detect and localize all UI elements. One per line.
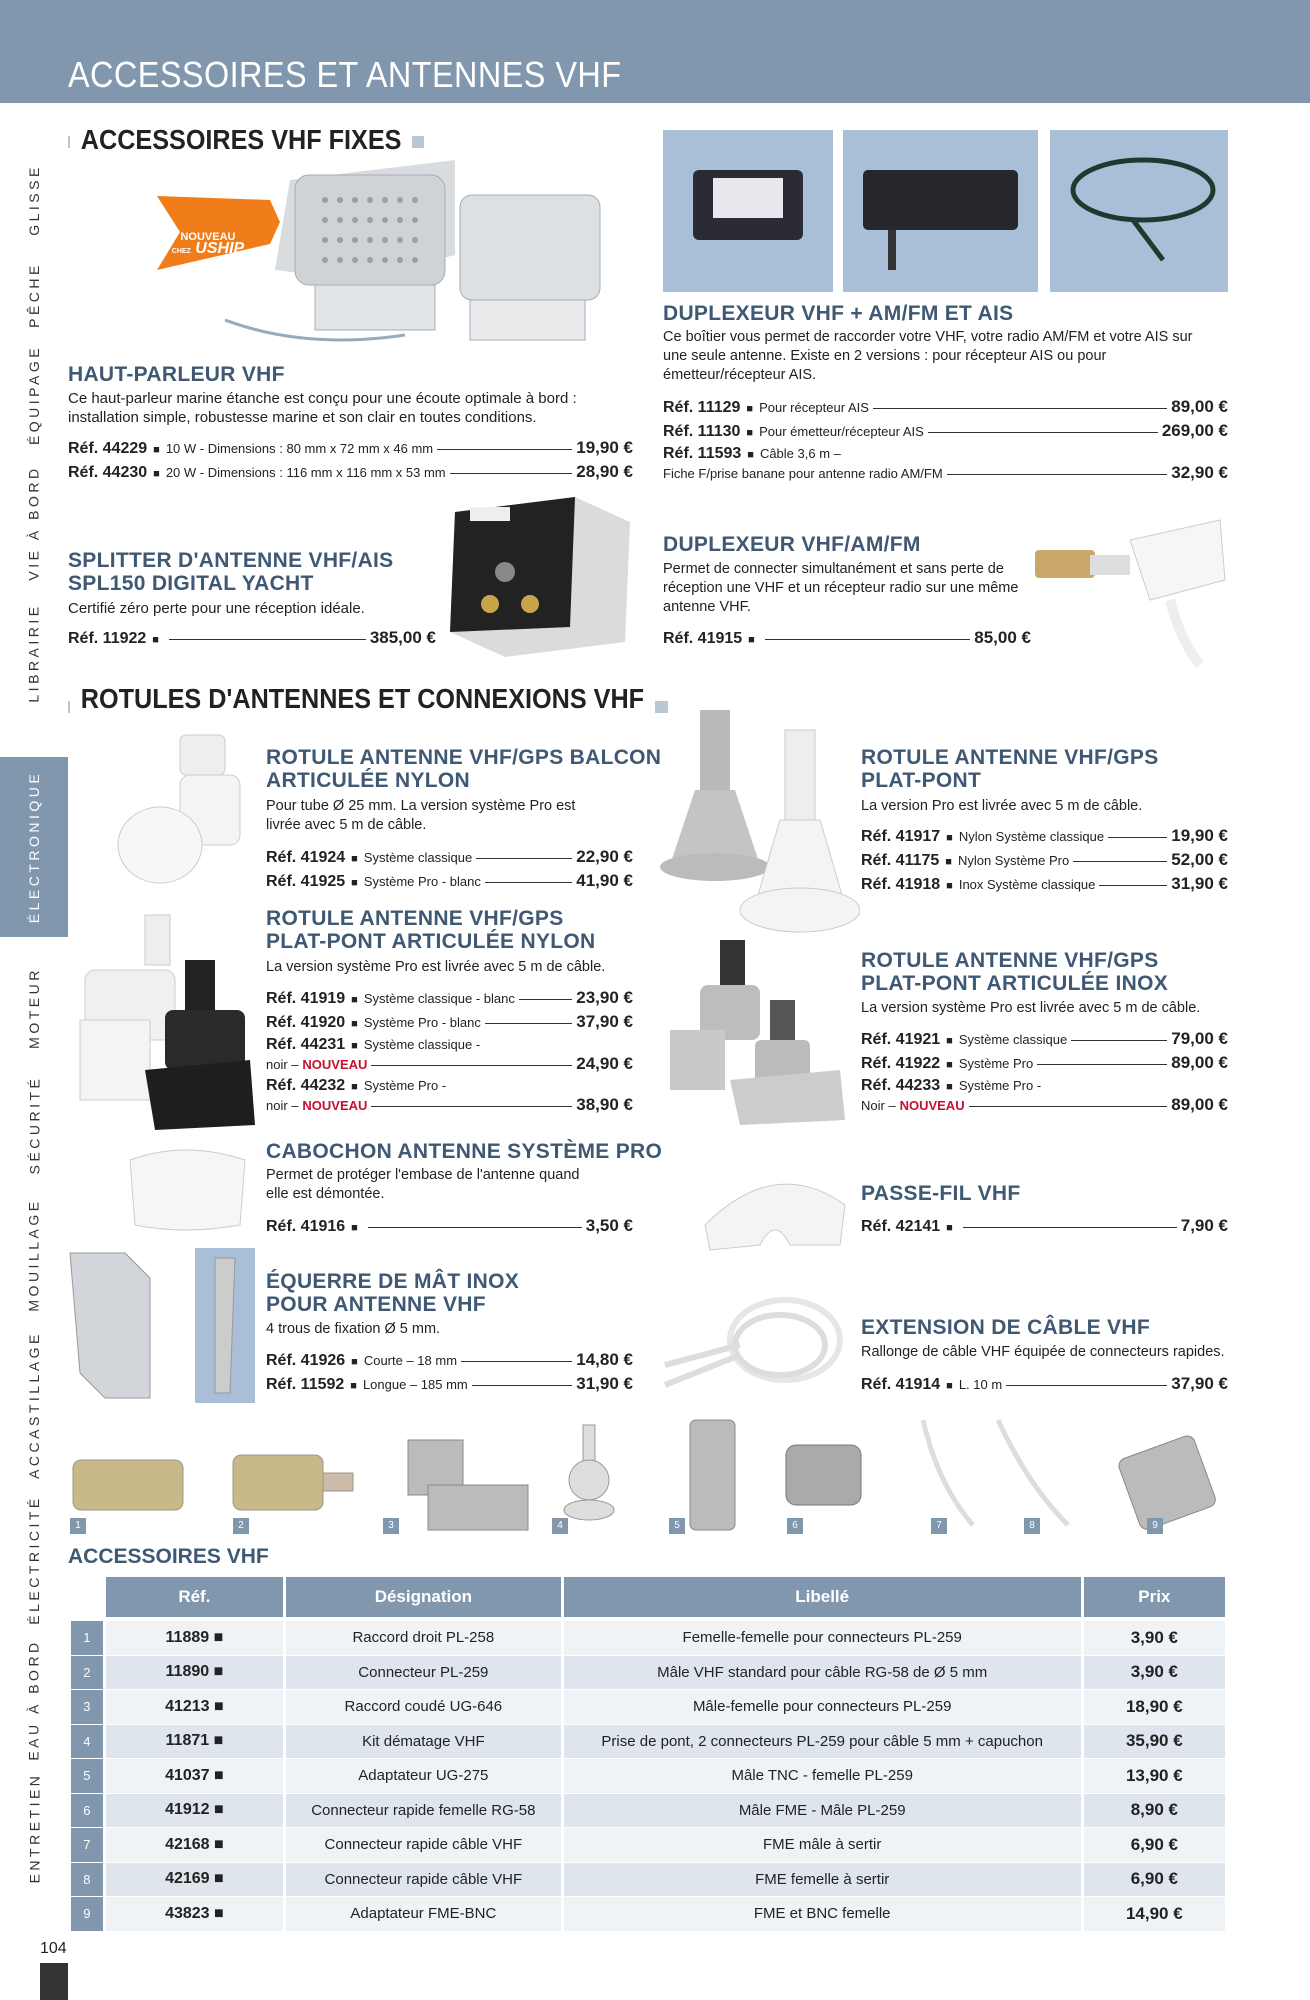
connector-badge: 4 [552, 1518, 568, 1534]
col-libelle: Libellé [564, 1577, 1081, 1621]
passe-fil-image [700, 1165, 850, 1255]
col-prix: Prix [1084, 1577, 1225, 1621]
ref-row: Noir – NOUVEAU 89,00 € [861, 1095, 1228, 1114]
connector-badge: 5 [669, 1518, 685, 1534]
ref-row: Réf. 41918 ■ Inox Système classique 31,90 € [861, 874, 1228, 893]
platpont-mount-image [660, 705, 860, 940]
connector-badge: 2 [233, 1518, 249, 1534]
product-title-balcon: ROTULE ANTENNE VHF/GPS BALCON [266, 746, 662, 769]
product-desc-artinox: La version système Pro est livrée avec 5 m de câble. [861, 1000, 1201, 1016]
ref-row: Réf. 41919 ■ Système classique - blanc 23,90 € [266, 988, 633, 1007]
page-number-bar [40, 1963, 68, 2000]
tab-librairie[interactable]: LIBRAIRIE [26, 602, 43, 703]
product-desc-dupam: Permet de connecter simultanément et sans perte de réception une VHF et un récepteur radio sur une même antenne VHF. [663, 561, 1019, 615]
balcon-mount-image [115, 730, 260, 885]
ref-row: Réf. 44232 ■ Système Pro - [266, 1077, 447, 1094]
tab-glisse[interactable]: GLISSE [26, 164, 42, 236]
table-row: 3 41213 ■ Raccord coudé UG-646 Mâle-femelle pour connecteurs PL-259 18,90 € [71, 1690, 1225, 1725]
splitter-image [445, 492, 635, 662]
ref-row: Réf. 41922 ■ Système Pro 89,00 € [861, 1053, 1228, 1072]
product-title-platpont: ROTULE ANTENNE VHF/GPS [861, 746, 1159, 769]
ref-row: Réf. 41925 ■ Système Pro - blanc 41,90 € [266, 871, 633, 890]
cabochon-image [120, 1140, 255, 1235]
tab-securite[interactable]: SÉCURITÉ [26, 1075, 43, 1175]
ref-row: Réf. 41915 ■ 85,00 € [663, 628, 1031, 647]
product-title-hp: HAUT-PARLEUR VHF [68, 363, 285, 386]
ref-row: Réf. 11593 ■ Câble 3,6 m – [663, 445, 841, 462]
product-title-dupam: DUPLEXEUR VHF/AM/FM [663, 533, 921, 556]
product-title-extension: EXTENSION DE CÂBLE VHF [861, 1316, 1150, 1339]
ref-row: Réf. 44230 ■ 20 W - Dimensions : 116 mm x 116 mm x 53 mm 28,90 € [68, 462, 633, 481]
connector-badge: 8 [1024, 1518, 1040, 1534]
connector-badge: 6 [787, 1518, 803, 1534]
ref-row: Réf. 44229 ■ 10 W - Dimensions : 80 mm x 72 mm x 46 mm 19,90 € [68, 438, 633, 457]
product-title-passe: PASSE-FIL VHF [861, 1182, 1021, 1205]
section-title-rotules: ROTULES D'ANTENNES ET CONNEXIONS VHF [70, 683, 655, 715]
connector-badge: 1 [70, 1518, 86, 1534]
product-title-split-2: SPL150 DIGITAL YACHT [68, 572, 314, 595]
product-desc-platpont: La version Pro est livrée avec 5 m de câble. [861, 798, 1143, 814]
table-row: 5 41037 ■ Adaptateur UG-275 Mâle TNC - femelle PL-259 13,90 € [71, 1759, 1225, 1794]
tab-eau-a-bord[interactable]: EAU À BORD [26, 1639, 43, 1761]
table-row: 2 11890 ■ Connecteur PL-259 Mâle VHF standard pour câble RG-58 de Ø 5 mm 3,90 € [71, 1656, 1225, 1691]
duplexer-amfm-image [1030, 510, 1230, 670]
ref-row: noir – NOUVEAU 38,90 € [266, 1095, 633, 1114]
product-desc-balcon: Pour tube Ø 25 mm. La version système Pro est livrée avec 5 m de câble. [266, 798, 576, 833]
connector-badge: 7 [931, 1518, 947, 1534]
ref-row: Réf. 41926 ■ Courte – 18 mm 14,80 € [266, 1350, 633, 1369]
ref-row: Réf. 41914 ■ L. 10 m 37,90 € [861, 1374, 1228, 1393]
ref-row: Réf. 44233 ■ Système Pro - [861, 1077, 1042, 1094]
new-badge: NOUVEAU CHEZ USHIP [171, 231, 245, 257]
equerre-image [65, 1248, 260, 1403]
articulated-inox-image [660, 940, 850, 1125]
ref-row: Réf. 42141 ■ 7,90 € [861, 1216, 1228, 1235]
ref-row: Réf. 11129 ■ Pour récepteur AIS 89,00 € [663, 397, 1228, 416]
table-row: 4 11871 ■ Kit dématage VHF Prise de pont, 2 connecteurs PL-259 pour câble 5 mm + capuchon 35,90 € [71, 1725, 1225, 1760]
product-desc-split: Certifié zéro perte pour une réception idéale. [68, 600, 365, 617]
product-title-equerre-2: POUR ANTENNE VHF [266, 1293, 486, 1316]
page-title: ACCESSOIRES ET ANTENNES VHF [68, 54, 622, 95]
product-desc-hp: Ce haut-parleur marine étanche est conçu pour une écoute optimale à bord : installation simple, robustesse marine et son clair en toutes conditions. [68, 390, 577, 426]
tab-peche[interactable]: PÊCHE [25, 262, 42, 328]
tab-equipage[interactable]: ÉQUIPAGE [26, 344, 42, 446]
tab-mouillage[interactable]: MOUILLAGE [26, 1198, 43, 1312]
product-desc-extension: Rallonge de câble VHF équipée de connecteurs rapides. [861, 1344, 1225, 1360]
product-desc-equerre: 4 trous de fixation Ø 5 mm. [266, 1321, 441, 1337]
table-row: 8 42169 ■ Connecteur rapide câble VHF FME femelle à sertir 6,90 € [71, 1863, 1225, 1898]
ref-row: Réf. 11592 ■ Longue – 185 mm 31,90 € [266, 1374, 633, 1393]
col-designation: Désignation [286, 1577, 561, 1621]
product-title-dupais: DUPLEXEUR VHF + AM/FM ET AIS [663, 302, 1014, 325]
connector-badge: 3 [383, 1518, 399, 1534]
ref-row: Réf. 11130 ■ Pour émetteur/récepteur AIS 269,00 € [663, 421, 1228, 440]
category-sidebar [0, 145, 68, 1895]
tab-accastillage[interactable]: ACCASTILLAGE [26, 1331, 43, 1479]
accessories-table [68, 1577, 1228, 1932]
product-title-balcon-2: ARTICULÉE NYLON [266, 769, 470, 792]
ref-row: Réf. 41920 ■ Système Pro - blanc 37,90 € [266, 1012, 633, 1031]
tab-electricite[interactable]: ÉLECTRICITÉ [26, 1495, 43, 1625]
product-title-artinox: ROTULE ANTENNE VHF/GPS [861, 949, 1159, 972]
extension-cable-image [660, 1285, 850, 1405]
product-title-artinox-2: PLAT-PONT ARTICULÉE INOX [861, 972, 1169, 995]
tab-entretien[interactable]: ENTRETIEN [26, 1772, 42, 1883]
page-header [0, 0, 1310, 103]
connector-badge: 9 [1147, 1518, 1163, 1534]
product-title-artnylon-2: PLAT-PONT ARTICULÉE NYLON [266, 930, 596, 953]
ref-row: Fiche F/prise banane pour antenne radio AM/FM 32,90 € [663, 463, 1228, 482]
ref-row: Réf. 41921 ■ Système classique 79,00 € [861, 1029, 1228, 1048]
col-ref: Réf. [106, 1577, 283, 1621]
table-row: 7 42168 ■ Connecteur rapide câble VHF FME mâle à sertir 6,90 € [71, 1828, 1225, 1863]
ref-row: Réf. 41917 ■ Nylon Système classique 19,90 € [861, 826, 1228, 845]
product-title-platpont-2: PLAT-PONT [861, 769, 982, 792]
table-row: 1 11889 ■ Raccord droit PL-258 Femelle-femelle pour connecteurs PL-259 3,90 € [71, 1621, 1225, 1656]
section-title-fixes: ACCESSOIRES VHF FIXES [70, 124, 412, 156]
ref-row: Réf. 41924 ■ Système classique 22,90 € [266, 847, 633, 866]
ref-row: Réf. 44231 ■ Système classique - [266, 1036, 481, 1053]
product-title-artnylon: ROTULE ANTENNE VHF/GPS [266, 907, 564, 930]
tab-moteur[interactable]: MOTEUR [26, 966, 43, 1049]
product-desc-cabochon: Permet de protéger l'embase de l'antenne quand elle est démontée. [266, 1167, 580, 1202]
page-number: 104 [40, 1940, 67, 1957]
product-title-cabochon: CABOCHON ANTENNE SYSTÈME PRO [266, 1140, 663, 1163]
table-title: ACCESSOIRES VHF [68, 1545, 269, 1568]
speaker-image [155, 160, 615, 360]
tab-electronique[interactable]: ÉLECTRONIQUE [0, 757, 68, 937]
table-row: 6 41912 ■ Connecteur rapide femelle RG-58 Mâle FME - Mâle PL-259 8,90 € [71, 1794, 1225, 1829]
product-title-split: SPLITTER D'ANTENNE VHF/AIS [68, 549, 394, 572]
product-desc-artnylon: La version système Pro est livrée avec 5 m de câble. [266, 959, 606, 975]
ref-row: Réf. 11922 ■ 385,00 € [68, 628, 436, 647]
articulated-nylon-image [75, 910, 260, 1135]
duplexer-ais-images [663, 130, 1228, 292]
product-desc-dupais: Ce boîtier vous permet de raccorder votre VHF, votre radio AM/FM et votre AIS sur une seule antenne. Existe en 2 versions : pour récepteur AIS ou pour émetteur/récepteur AIS. [663, 329, 1193, 383]
table-header-row [71, 1577, 1225, 1621]
ref-row: Réf. 41916 ■ 3,50 € [266, 1216, 633, 1235]
table-row: 9 43823 ■ Adaptateur FME-BNC FME et BNC femelle 14,90 € [71, 1897, 1225, 1932]
product-title-equerre: ÉQUERRE DE MÂT INOX [266, 1270, 520, 1293]
ref-row: noir – NOUVEAU 24,90 € [266, 1054, 633, 1073]
tab-vie-a-bord[interactable]: VIE À BORD [26, 464, 43, 581]
ref-row: Réf. 41175 ■ Nylon Système Pro 52,00 € [861, 850, 1228, 869]
